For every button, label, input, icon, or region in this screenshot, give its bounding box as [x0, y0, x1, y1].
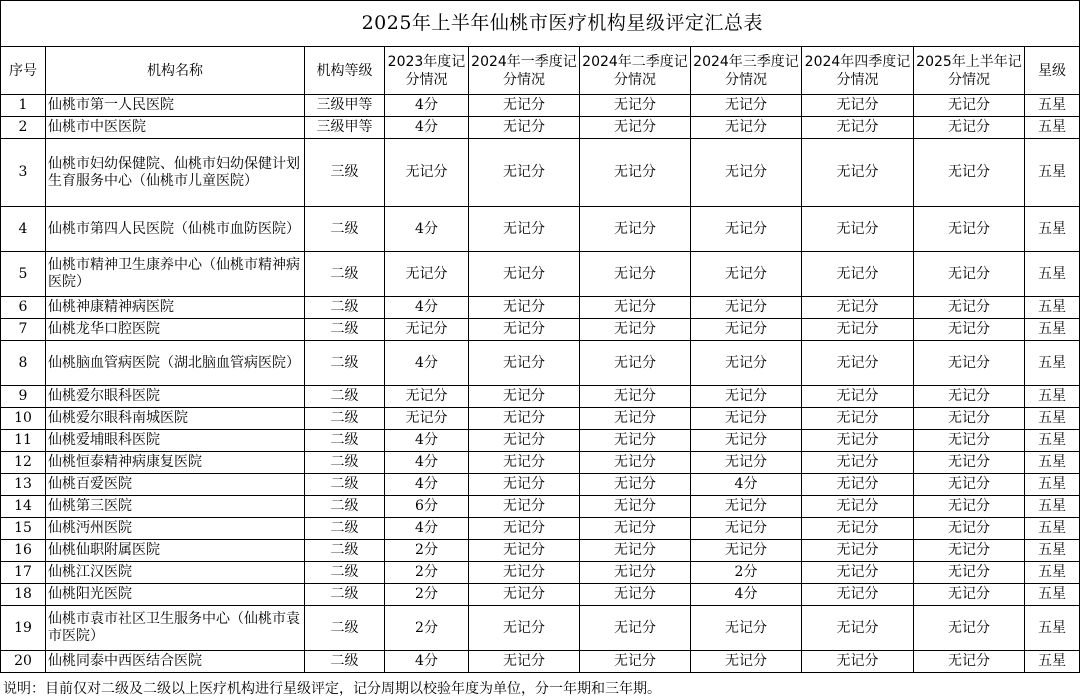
- cell-level: 二级: [305, 562, 385, 584]
- cell-2024-q4: 无记分: [802, 518, 914, 540]
- cell-name: 仙桃市第四人民医院（仙桃市血防医院）: [46, 207, 305, 252]
- cell-2024-q2: 无记分: [580, 408, 691, 430]
- cell-2025-h1: 无记分: [914, 496, 1025, 518]
- cell-no: 5: [1, 252, 46, 297]
- table-row: [1, 252, 1080, 297]
- cell-name: 仙桃市中医医院: [46, 117, 305, 139]
- table-row: [1, 452, 1080, 474]
- cell-2024-q3: 4分: [691, 584, 802, 606]
- cell-2024-q4: 无记分: [802, 341, 914, 386]
- cell-2024-q2: 无记分: [580, 562, 691, 584]
- header-2023: 2023年度记分情况: [385, 47, 469, 95]
- header-2024-q3: 2024年三季度记分情况: [691, 47, 802, 95]
- cell-no: 11: [1, 430, 46, 452]
- cell-name: 仙桃恒泰精神病康复医院: [46, 452, 305, 474]
- cell-2024-q3: 无记分: [691, 139, 802, 207]
- header-name: 机构名称: [46, 47, 305, 95]
- cell-2024-q3: 无记分: [691, 252, 802, 297]
- table-title: 2025年上半年仙桃市医疗机构星级评定汇总表: [46, 1, 1080, 47]
- cell-level: 二级: [305, 651, 385, 673]
- cell-level: 二级: [305, 408, 385, 430]
- cell-2024-q1: 无记分: [469, 562, 580, 584]
- cell-2025-h1: 无记分: [914, 252, 1025, 297]
- table-row: [1, 95, 1080, 117]
- table-row: [1, 386, 1080, 408]
- cell-star: 五星: [1025, 297, 1080, 319]
- cell-2023: 4分: [385, 651, 469, 673]
- cell-2024-q3: 无记分: [691, 207, 802, 252]
- cell-no: 18: [1, 584, 46, 606]
- table-row: [1, 207, 1080, 252]
- cell-2024-q2: 无记分: [580, 252, 691, 297]
- cell-name: 仙桃市精神卫生康养中心（仙桃市精神病医院）: [46, 252, 305, 297]
- cell-name: 仙桃神康精神病医院: [46, 297, 305, 319]
- cell-level: 二级: [305, 341, 385, 386]
- cell-star: 五星: [1025, 430, 1080, 452]
- cell-name: 仙桃爱尔眼科医院: [46, 386, 305, 408]
- cell-star: 五星: [1025, 139, 1080, 207]
- cell-2024-q1: 无记分: [469, 474, 580, 496]
- cell-no: 1: [1, 95, 46, 117]
- cell-2024-q4: 无记分: [802, 474, 914, 496]
- cell-2023: 4分: [385, 95, 469, 117]
- cell-2025-h1: 无记分: [914, 207, 1025, 252]
- cell-2024-q1: 无记分: [469, 207, 580, 252]
- cell-2025-h1: 无记分: [914, 297, 1025, 319]
- cell-2024-q3: 4分: [691, 474, 802, 496]
- cell-star: 五星: [1025, 496, 1080, 518]
- cell-no: 15: [1, 518, 46, 540]
- cell-2023: 4分: [385, 297, 469, 319]
- cell-2023: 2分: [385, 606, 469, 651]
- cell-2024-q1: 无记分: [469, 496, 580, 518]
- table-row: [1, 341, 1080, 386]
- cell-2024-q2: 无记分: [580, 386, 691, 408]
- cell-2024-q1: 无记分: [469, 297, 580, 319]
- cell-name: 仙桃市第一人民医院: [46, 95, 305, 117]
- cell-2024-q2: 无记分: [580, 584, 691, 606]
- cell-level: 二级: [305, 540, 385, 562]
- cell-level: 二级: [305, 430, 385, 452]
- cell-2024-q4: 无记分: [802, 408, 914, 430]
- cell-no: 13: [1, 474, 46, 496]
- table-row: [1, 562, 1080, 584]
- cell-2024-q3: 无记分: [691, 430, 802, 452]
- cell-2024-q1: 无记分: [469, 386, 580, 408]
- cell-2023: 无记分: [385, 319, 469, 341]
- cell-level: 三级甲等: [305, 117, 385, 139]
- cell-no: 17: [1, 562, 46, 584]
- cell-2024-q2: 无记分: [580, 207, 691, 252]
- cell-2025-h1: 无记分: [914, 474, 1025, 496]
- cell-2024-q1: 无记分: [469, 341, 580, 386]
- cell-2023: 4分: [385, 452, 469, 474]
- cell-2024-q3: 无记分: [691, 341, 802, 386]
- cell-star: 五星: [1025, 252, 1080, 297]
- cell-2023: 4分: [385, 207, 469, 252]
- cell-no: 2: [1, 117, 46, 139]
- cell-name: 仙桃百爱医院: [46, 474, 305, 496]
- cell-2025-h1: 无记分: [914, 386, 1025, 408]
- cell-2024-q3: 2分: [691, 562, 802, 584]
- title-blank-cell: [1, 1, 46, 47]
- cell-no: 8: [1, 341, 46, 386]
- cell-name: 仙桃同泰中西医结合医院: [46, 651, 305, 673]
- cell-2025-h1: 无记分: [914, 117, 1025, 139]
- table-row: [1, 408, 1080, 430]
- cell-name: 仙桃爱尔眼科南城医院: [46, 408, 305, 430]
- table-row: [1, 496, 1080, 518]
- cell-2024-q3: 无记分: [691, 95, 802, 117]
- cell-no: 20: [1, 651, 46, 673]
- cell-no: 19: [1, 606, 46, 651]
- cell-no: 6: [1, 297, 46, 319]
- cell-2024-q4: 无记分: [802, 319, 914, 341]
- cell-2023: 4分: [385, 341, 469, 386]
- cell-2024-q1: 无记分: [469, 452, 580, 474]
- cell-2024-q1: 无记分: [469, 606, 580, 651]
- cell-2023: 2分: [385, 540, 469, 562]
- cell-name: 仙桃市妇幼保健院、仙桃市妇幼保健计划生育服务中心（仙桃市儿童医院）: [46, 139, 305, 207]
- header-2024-q1: 2024年一季度记分情况: [469, 47, 580, 95]
- cell-2023: 4分: [385, 117, 469, 139]
- table-row: [1, 518, 1080, 540]
- cell-level: 二级: [305, 207, 385, 252]
- cell-2024-q3: 无记分: [691, 651, 802, 673]
- cell-2025-h1: 无记分: [914, 430, 1025, 452]
- title-row: [1, 1, 1080, 47]
- cell-star: 五星: [1025, 651, 1080, 673]
- cell-2024-q4: 无记分: [802, 386, 914, 408]
- cell-level: 三级甲等: [305, 95, 385, 117]
- cell-star: 五星: [1025, 386, 1080, 408]
- cell-2023: 无记分: [385, 386, 469, 408]
- cell-level: 二级: [305, 606, 385, 651]
- cell-level: 二级: [305, 496, 385, 518]
- cell-name: 仙桃沔州医院: [46, 518, 305, 540]
- cell-level: 二级: [305, 319, 385, 341]
- cell-2025-h1: 无记分: [914, 606, 1025, 651]
- cell-2024-q1: 无记分: [469, 518, 580, 540]
- cell-star: 五星: [1025, 319, 1080, 341]
- header-2025-h1: 2025年上半年记分情况: [914, 47, 1025, 95]
- cell-star: 五星: [1025, 452, 1080, 474]
- cell-2024-q3: 无记分: [691, 606, 802, 651]
- cell-no: 4: [1, 207, 46, 252]
- cell-2024-q2: 无记分: [580, 496, 691, 518]
- cell-2024-q1: 无记分: [469, 584, 580, 606]
- cell-2024-q4: 无记分: [802, 540, 914, 562]
- cell-2024-q3: 无记分: [691, 518, 802, 540]
- cell-2024-q3: 无记分: [691, 452, 802, 474]
- cell-2024-q4: 无记分: [802, 606, 914, 651]
- cell-name: 仙桃市袁市社区卫生服务中心（仙桃市袁市医院）: [46, 606, 305, 651]
- cell-name: 仙桃阳光医院: [46, 584, 305, 606]
- cell-2024-q1: 无记分: [469, 95, 580, 117]
- cell-2025-h1: 无记分: [914, 540, 1025, 562]
- cell-2024-q2: 无记分: [580, 651, 691, 673]
- cell-2024-q1: 无记分: [469, 117, 580, 139]
- cell-2024-q4: 无记分: [802, 584, 914, 606]
- cell-2024-q4: 无记分: [802, 252, 914, 297]
- cell-level: 二级: [305, 386, 385, 408]
- cell-2024-q2: 无记分: [580, 139, 691, 207]
- cell-2024-q2: 无记分: [580, 341, 691, 386]
- cell-star: 五星: [1025, 474, 1080, 496]
- cell-2024-q2: 无记分: [580, 117, 691, 139]
- cell-level: 二级: [305, 518, 385, 540]
- cell-2024-q4: 无记分: [802, 496, 914, 518]
- cell-2023: 2分: [385, 562, 469, 584]
- cell-2025-h1: 无记分: [914, 584, 1025, 606]
- cell-star: 五星: [1025, 95, 1080, 117]
- cell-2024-q1: 无记分: [469, 430, 580, 452]
- cell-no: 12: [1, 452, 46, 474]
- cell-name: 仙桃龙华口腔医院: [46, 319, 305, 341]
- cell-2025-h1: 无记分: [914, 408, 1025, 430]
- cell-level: 二级: [305, 252, 385, 297]
- cell-2024-q2: 无记分: [580, 297, 691, 319]
- cell-2023: 无记分: [385, 252, 469, 297]
- cell-2023: 6分: [385, 496, 469, 518]
- cell-star: 五星: [1025, 207, 1080, 252]
- cell-2024-q2: 无记分: [580, 540, 691, 562]
- cell-2023: 4分: [385, 518, 469, 540]
- cell-star: 五星: [1025, 562, 1080, 584]
- cell-name: 仙桃脑血管病医院（湖北脑血管病医院）: [46, 341, 305, 386]
- cell-2025-h1: 无记分: [914, 518, 1025, 540]
- cell-level: 二级: [305, 474, 385, 496]
- header-star: 星级: [1025, 47, 1080, 95]
- cell-2025-h1: 无记分: [914, 452, 1025, 474]
- header-2024-q2: 2024年二季度记分情况: [580, 47, 691, 95]
- table-row: [1, 319, 1080, 341]
- cell-name: 仙桃第三医院: [46, 496, 305, 518]
- table-row: [1, 430, 1080, 452]
- cell-2024-q4: 无记分: [802, 117, 914, 139]
- cell-2024-q1: 无记分: [469, 408, 580, 430]
- cell-name: 仙桃仙职附属医院: [46, 540, 305, 562]
- cell-no: 10: [1, 408, 46, 430]
- cell-star: 五星: [1025, 606, 1080, 651]
- cell-2024-q4: 无记分: [802, 562, 914, 584]
- header-no: 序号: [1, 47, 46, 95]
- cell-2023: 2分: [385, 584, 469, 606]
- cell-no: 9: [1, 386, 46, 408]
- cell-2023: 无记分: [385, 139, 469, 207]
- cell-star: 五星: [1025, 408, 1080, 430]
- cell-2023: 4分: [385, 430, 469, 452]
- cell-2024-q2: 无记分: [580, 606, 691, 651]
- cell-no: 14: [1, 496, 46, 518]
- cell-2025-h1: 无记分: [914, 95, 1025, 117]
- cell-2024-q4: 无记分: [802, 651, 914, 673]
- table-row: [1, 606, 1080, 651]
- cell-2023: 无记分: [385, 408, 469, 430]
- footnote: 说明：目前仅对二级及二级以上医疗机构进行星级评定，记分周期以校验年度为单位，分一年期和三年期。: [3, 681, 661, 697]
- table-row: [1, 651, 1080, 673]
- cell-no: 7: [1, 319, 46, 341]
- cell-2024-q4: 无记分: [802, 297, 914, 319]
- cell-2024-q1: 无记分: [469, 319, 580, 341]
- cell-2024-q2: 无记分: [580, 319, 691, 341]
- header-level: 机构等级: [305, 47, 385, 95]
- cell-star: 五星: [1025, 117, 1080, 139]
- cell-2025-h1: 无记分: [914, 319, 1025, 341]
- cell-2024-q1: 无记分: [469, 540, 580, 562]
- cell-2024-q4: 无记分: [802, 95, 914, 117]
- cell-2024-q1: 无记分: [469, 252, 580, 297]
- table-row: [1, 117, 1080, 139]
- cell-2024-q4: 无记分: [802, 430, 914, 452]
- cell-2024-q1: 无记分: [469, 651, 580, 673]
- table-row: [1, 540, 1080, 562]
- cell-2025-h1: 无记分: [914, 562, 1025, 584]
- cell-no: 16: [1, 540, 46, 562]
- table-row: [1, 139, 1080, 207]
- cell-2024-q3: 无记分: [691, 386, 802, 408]
- cell-2024-q4: 无记分: [802, 207, 914, 252]
- cell-no: 3: [1, 139, 46, 207]
- cell-2024-q3: 无记分: [691, 117, 802, 139]
- cell-star: 五星: [1025, 584, 1080, 606]
- cell-2025-h1: 无记分: [914, 341, 1025, 386]
- cell-level: 二级: [305, 584, 385, 606]
- cell-2023: 4分: [385, 474, 469, 496]
- table-row: [1, 297, 1080, 319]
- cell-2024-q3: 无记分: [691, 496, 802, 518]
- cell-2024-q2: 无记分: [580, 518, 691, 540]
- cell-name: 仙桃江汉医院: [46, 562, 305, 584]
- cell-name: 仙桃爱埔眼科医院: [46, 430, 305, 452]
- cell-star: 五星: [1025, 540, 1080, 562]
- cell-2024-q2: 无记分: [580, 95, 691, 117]
- cell-2024-q2: 无记分: [580, 474, 691, 496]
- cell-star: 五星: [1025, 518, 1080, 540]
- cell-2025-h1: 无记分: [914, 651, 1025, 673]
- cell-2024-q3: 无记分: [691, 540, 802, 562]
- cell-2025-h1: 无记分: [914, 139, 1025, 207]
- cell-level: 三级: [305, 139, 385, 207]
- cell-2024-q4: 无记分: [802, 139, 914, 207]
- header-2024-q4: 2024年四季度记分情况: [802, 47, 914, 95]
- cell-2024-q2: 无记分: [580, 452, 691, 474]
- header-row: [1, 47, 1080, 95]
- cell-2024-q3: 无记分: [691, 408, 802, 430]
- cell-2024-q3: 无记分: [691, 297, 802, 319]
- cell-2024-q1: 无记分: [469, 139, 580, 207]
- table-row: [1, 474, 1080, 496]
- table-row: [1, 584, 1080, 606]
- cell-star: 五星: [1025, 341, 1080, 386]
- cell-2024-q3: 无记分: [691, 319, 802, 341]
- cell-2024-q4: 无记分: [802, 452, 914, 474]
- cell-level: 二级: [305, 452, 385, 474]
- cell-2024-q2: 无记分: [580, 430, 691, 452]
- cell-level: 二级: [305, 297, 385, 319]
